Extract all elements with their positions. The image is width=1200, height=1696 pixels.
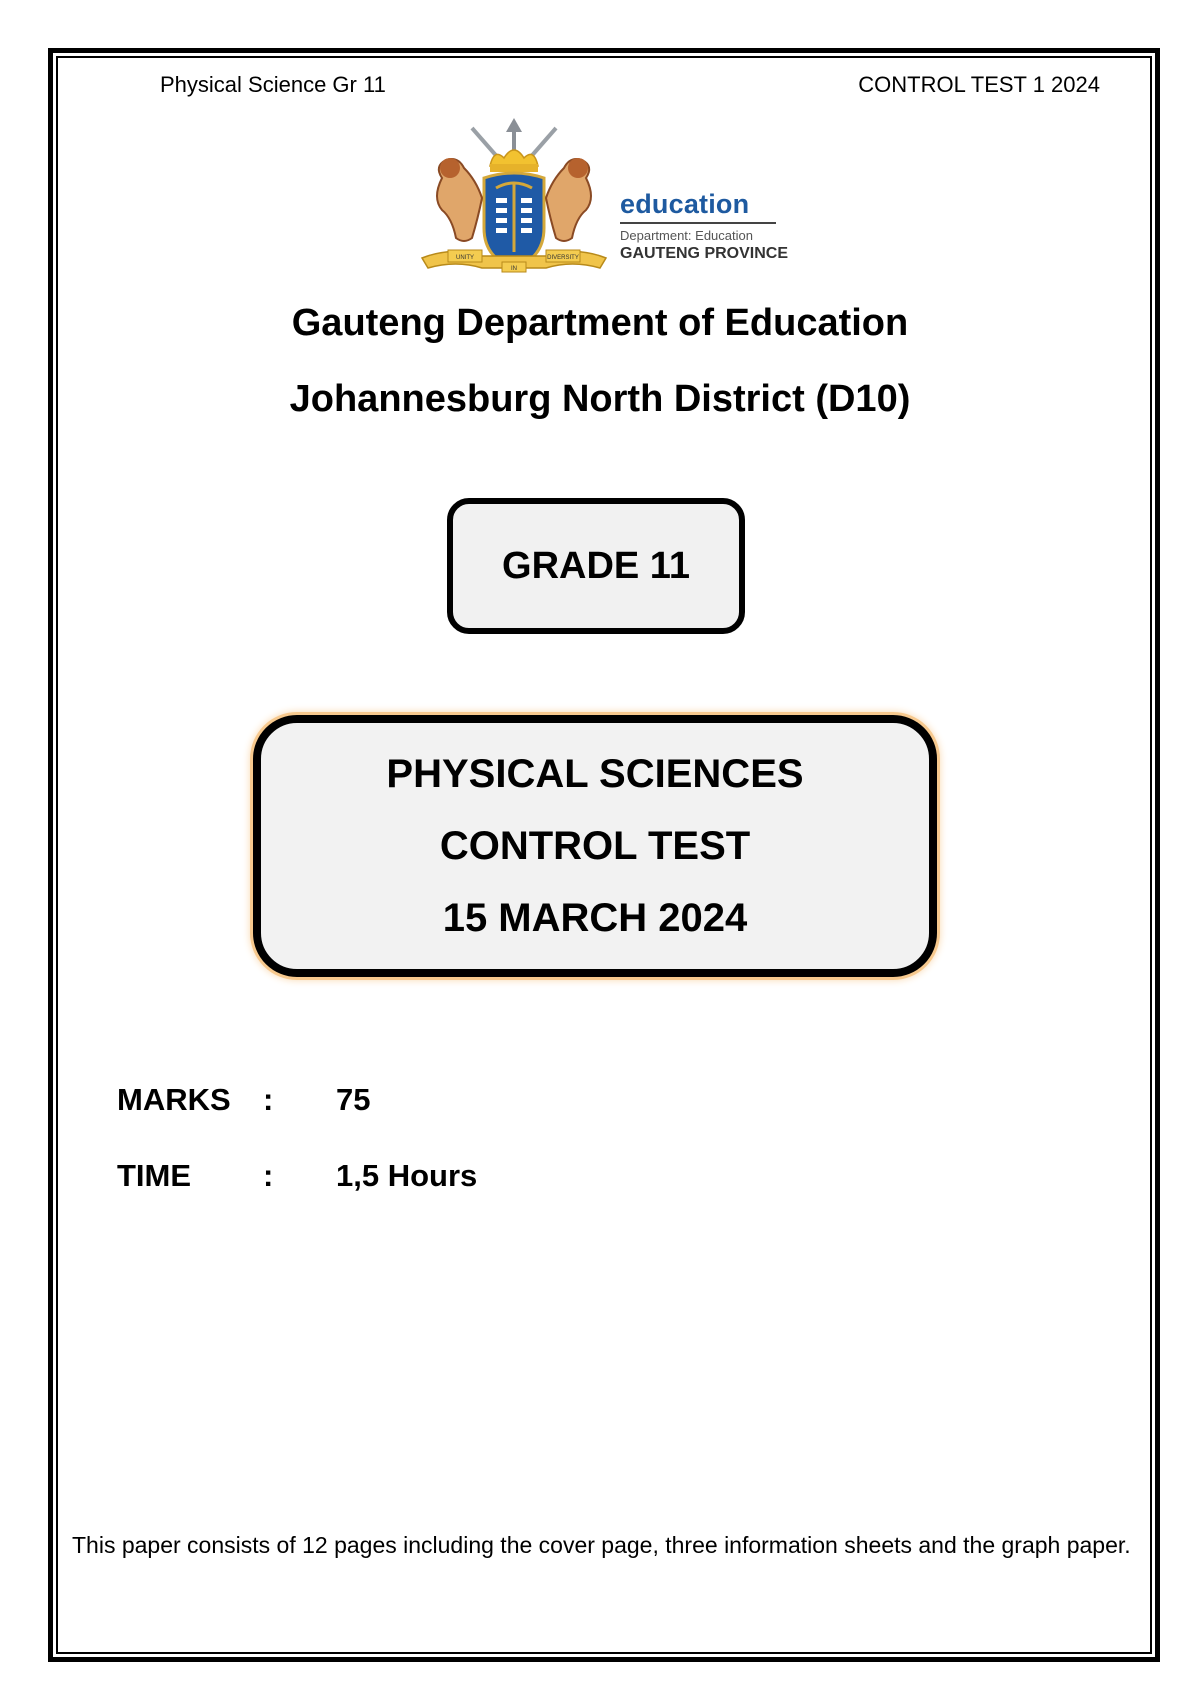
logo-divider	[620, 222, 776, 224]
svg-text:DIVERSITY: DIVERSITY	[547, 255, 579, 261]
subject-title: PHYSICAL SCIENCES	[386, 752, 804, 796]
time-label: TIME	[117, 1158, 192, 1193]
svg-text:IN: IN	[511, 266, 517, 272]
gauteng-coat-of-arms-icon	[412, 118, 617, 278]
page-count-note: This paper consists of 12 pages including the cover page, three information sheets and the graph paper.	[72, 1532, 1131, 1558]
logo-text	[620, 190, 788, 264]
logo-brand: education	[620, 189, 750, 219]
header-subject: Physical Science Gr 11	[160, 72, 386, 97]
grade-box	[447, 498, 745, 634]
department-logo	[412, 118, 792, 278]
marks-value: 75	[336, 1082, 371, 1117]
grade-label: GRADE 11	[502, 544, 690, 587]
test-date: 15 MARCH 2024	[442, 896, 748, 940]
subject-box	[253, 715, 937, 977]
marks-label: MARKS	[117, 1082, 231, 1117]
marks-colon: :	[263, 1082, 274, 1117]
time-colon: :	[263, 1158, 274, 1193]
logo-province: GAUTENG PROVINCE	[620, 245, 789, 262]
header-test-id: CONTROL TEST 1 2024	[858, 72, 1100, 97]
district-title: Johannesburg North District (D10)	[289, 378, 911, 420]
time-value: 1,5 Hours	[336, 1158, 478, 1193]
svg-text:UNITY: UNITY	[456, 255, 474, 261]
department-title: Gauteng Department of Education	[291, 302, 909, 344]
logo-department: Department: Education	[620, 228, 753, 243]
test-type: CONTROL TEST	[439, 824, 751, 868]
